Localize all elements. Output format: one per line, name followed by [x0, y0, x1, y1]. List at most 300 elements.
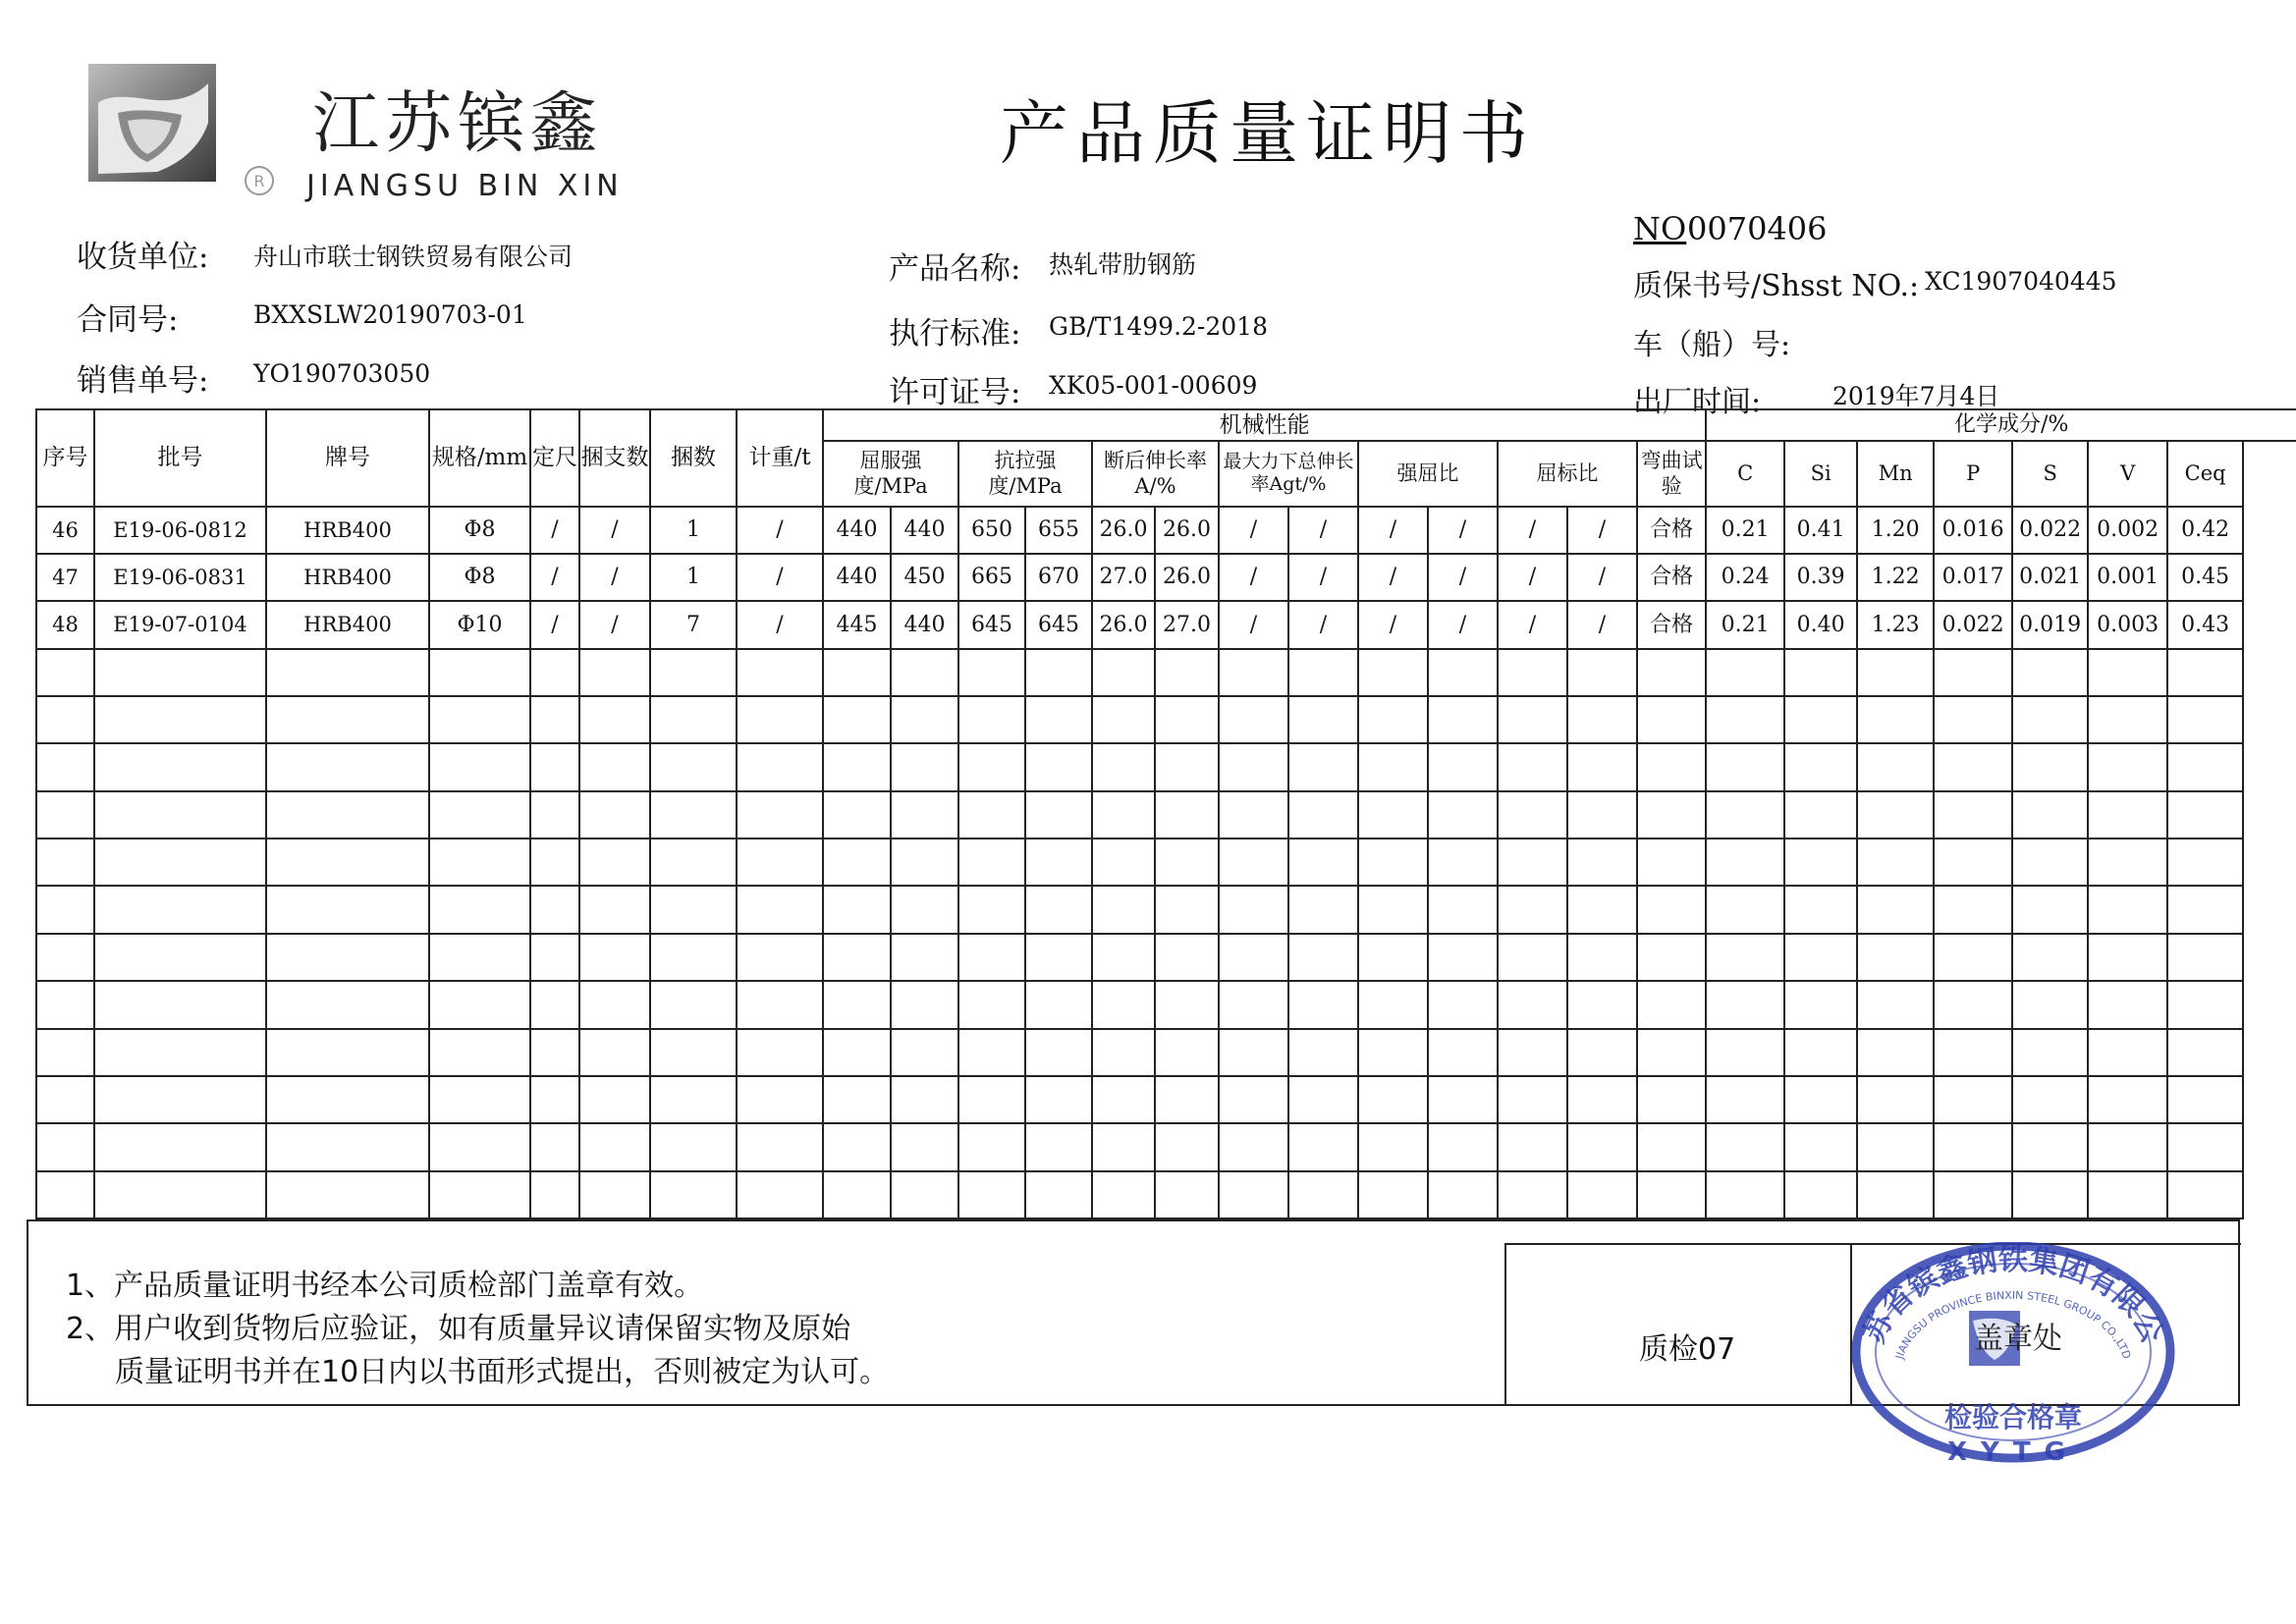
- empty-cell: [94, 934, 266, 981]
- cell-yr2: /: [1567, 554, 1637, 601]
- cell-S: 0.021: [2012, 554, 2088, 601]
- empty-cell: [1857, 1171, 1934, 1218]
- empty-cell: [1155, 1171, 1219, 1218]
- empty-cell: [1288, 1029, 1358, 1076]
- cell-sr2: /: [1428, 601, 1498, 648]
- empty-cell: [2167, 934, 2243, 981]
- empty-cell: [1857, 1029, 1934, 1076]
- empty-cell: [2012, 743, 2088, 790]
- empty-cell: [1637, 1123, 1706, 1170]
- cell-spec: Φ10: [429, 601, 530, 648]
- table-row: [36, 554, 2296, 601]
- empty-cell: [737, 934, 823, 981]
- empty-cell: [1637, 649, 1706, 696]
- quality-table: [35, 408, 2296, 1219]
- empty-cell: [823, 1029, 891, 1076]
- empty-cell: [1498, 981, 1567, 1028]
- empty-cell: [2167, 743, 2243, 790]
- empty-cell: [579, 934, 650, 981]
- contract-value: BXXSLW20190703-01: [253, 300, 527, 329]
- empty-cell: [1567, 839, 1637, 886]
- cell-S: 0.022: [2012, 507, 2088, 554]
- empty-cell: [1288, 981, 1358, 1028]
- empty-cell: [1358, 981, 1428, 1028]
- vehicle-label: 车（船）号:: [1633, 328, 1791, 362]
- empty-cell: [530, 791, 579, 839]
- cell-tensile1: 665: [958, 554, 1025, 601]
- empty-cell: [1358, 743, 1428, 790]
- cell-weight: /: [737, 507, 823, 554]
- cell-yield1: 440: [823, 507, 891, 554]
- empty-cell: [1498, 743, 1567, 790]
- empty-cell: [1706, 743, 1784, 790]
- empty-cell: [1288, 1171, 1358, 1218]
- empty-cell: [94, 649, 266, 696]
- empty-cell: [94, 839, 266, 886]
- empty-cell: [266, 886, 429, 933]
- empty-cell: [1784, 1029, 1857, 1076]
- empty-cell: [737, 1029, 823, 1076]
- empty-cell: [958, 1076, 1025, 1123]
- empty-cell: [1092, 886, 1155, 933]
- empty-cell: [1498, 934, 1567, 981]
- empty-cell: [1934, 839, 2012, 886]
- cell-tensile2: 670: [1025, 554, 1092, 601]
- empty-cell: [891, 981, 958, 1028]
- empty-cell: [266, 934, 429, 981]
- empty-cell: [579, 1171, 650, 1218]
- empty-cell: [1706, 886, 1784, 933]
- cell-P: 0.017: [1934, 554, 2012, 601]
- th-S: S: [2012, 441, 2088, 506]
- empty-cell: [1025, 649, 1092, 696]
- th-weight: 计重/t: [737, 409, 823, 507]
- empty-cell: [36, 839, 94, 886]
- empty-cell: [891, 934, 958, 981]
- empty-cell: [1706, 649, 1784, 696]
- license-label: 许可证号:: [889, 375, 1021, 410]
- empty-cell: [1155, 1123, 1219, 1170]
- empty-cell: [1155, 791, 1219, 839]
- empty-cell: [1498, 886, 1567, 933]
- empty-cell: [2167, 649, 2243, 696]
- empty-cell: [266, 839, 429, 886]
- empty-cell: [1637, 981, 1706, 1028]
- empty-cell: [823, 1123, 891, 1170]
- empty-cell: [1092, 649, 1155, 696]
- cell-agt1: /: [1219, 507, 1288, 554]
- empty-cell: [579, 791, 650, 839]
- cell-seq: 47: [36, 554, 94, 601]
- empty-cell: [737, 696, 823, 743]
- empty-cell: [530, 649, 579, 696]
- empty-cell: [823, 696, 891, 743]
- cell-tensile2: 655: [1025, 507, 1092, 554]
- empty-cell: [650, 934, 737, 981]
- empty-cell: [1637, 886, 1706, 933]
- empty-cell: [2088, 886, 2167, 933]
- cell-Mn: 1.22: [1857, 554, 1934, 601]
- receiver-value: 舟山市联士钢铁贸易有限公司: [253, 243, 574, 271]
- cell-V: 0.001: [2088, 554, 2167, 601]
- seal-outer-text: 苏省镔鑫钢铁集团有限公: [1856, 1243, 2170, 1349]
- empty-cell: [36, 1171, 94, 1218]
- empty-cell: [1567, 981, 1637, 1028]
- empty-cell: [1358, 1029, 1428, 1076]
- empty-cell: [429, 1076, 530, 1123]
- empty-cell: [1637, 743, 1706, 790]
- cell-agt2: /: [1288, 554, 1358, 601]
- empty-cell: [1219, 839, 1288, 886]
- empty-cell: [94, 1029, 266, 1076]
- empty-cell: [1567, 934, 1637, 981]
- cell-sr2: /: [1428, 554, 1498, 601]
- th-pieces: 捆支数: [579, 409, 650, 507]
- empty-cell: [429, 1123, 530, 1170]
- empty-cell: [36, 743, 94, 790]
- empty-cell: [2088, 839, 2167, 886]
- empty-cell: [958, 743, 1025, 790]
- empty-cell: [579, 743, 650, 790]
- cell-spec: Φ8: [429, 554, 530, 601]
- empty-cell: [1155, 1076, 1219, 1123]
- empty-cell: [1219, 1029, 1288, 1076]
- empty-cell: [94, 981, 266, 1028]
- cell-Si: 0.40: [1784, 601, 1857, 648]
- cell-Ceq: 0.45: [2167, 554, 2243, 601]
- empty-cell: [823, 839, 891, 886]
- empty-cell: [530, 886, 579, 933]
- cell-bend: 合格: [1637, 554, 1706, 601]
- cell-grade: HRB400: [266, 601, 429, 648]
- th-elongation: 断后伸长率A/%: [1092, 441, 1219, 506]
- empty-row: [36, 791, 2296, 839]
- empty-cell: [429, 743, 530, 790]
- empty-cell: [94, 743, 266, 790]
- cell-Mn: 1.20: [1857, 507, 1934, 554]
- empty-cell: [579, 1076, 650, 1123]
- empty-cell: [530, 696, 579, 743]
- empty-cell: [1934, 1171, 2012, 1218]
- cell-tensile1: 650: [958, 507, 1025, 554]
- standard-label: 执行标准:: [889, 316, 1021, 352]
- empty-cell: [1784, 1171, 1857, 1218]
- cell-seq: 48: [36, 601, 94, 648]
- cell-agt1: /: [1219, 601, 1288, 648]
- table-row: [36, 507, 2296, 554]
- empty-cell: [2012, 886, 2088, 933]
- empty-cell: [579, 649, 650, 696]
- empty-cell: [1784, 1123, 1857, 1170]
- empty-cell: [94, 1123, 266, 1170]
- empty-cell: [429, 791, 530, 839]
- empty-cell: [429, 1029, 530, 1076]
- empty-cell: [579, 1123, 650, 1170]
- empty-cell: [1219, 981, 1288, 1028]
- empty-cell: [1784, 696, 1857, 743]
- empty-row: [36, 649, 2296, 696]
- note-2: 2、用户收到货物后应验证，如有质量异议请保留实物及原始: [66, 1312, 851, 1346]
- cell-agt1: /: [1219, 554, 1288, 601]
- empty-cell: [1025, 981, 1092, 1028]
- empty-cell: [958, 696, 1025, 743]
- empty-cell: [1428, 649, 1498, 696]
- empty-cell: [1567, 886, 1637, 933]
- empty-cell: [1934, 743, 2012, 790]
- empty-cell: [1637, 839, 1706, 886]
- empty-cell: [1706, 791, 1784, 839]
- empty-cell: [530, 1029, 579, 1076]
- empty-cell: [650, 981, 737, 1028]
- empty-cell: [1428, 981, 1498, 1028]
- empty-row: [36, 934, 2296, 981]
- empty-cell: [2012, 1171, 2088, 1218]
- th-strength-ratio: 强屈比: [1358, 441, 1498, 506]
- cell-elong1: 26.0: [1092, 601, 1155, 648]
- empty-cell: [429, 934, 530, 981]
- empty-cell: [823, 743, 891, 790]
- empty-cell: [1358, 886, 1428, 933]
- empty-cell: [1092, 839, 1155, 886]
- empty-cell: [1025, 1029, 1092, 1076]
- empty-cell: [530, 743, 579, 790]
- cell-fixed_len: /: [530, 601, 579, 648]
- empty-cell: [1857, 743, 1934, 790]
- empty-cell: [429, 886, 530, 933]
- empty-cell: [2012, 1076, 2088, 1123]
- empty-cell: [1155, 696, 1219, 743]
- cell-grade: HRB400: [266, 554, 429, 601]
- cell-fixed_len: /: [530, 554, 579, 601]
- empty-cell: [1219, 1076, 1288, 1123]
- empty-cell: [958, 839, 1025, 886]
- cell-batch: E19-06-0831: [94, 554, 266, 601]
- empty-cell: [2167, 791, 2243, 839]
- cell-yield1: 440: [823, 554, 891, 601]
- note-1: 1、产品质量证明书经本公司质检部门盖章有效。: [66, 1269, 704, 1303]
- empty-cell: [1934, 649, 2012, 696]
- empty-cell: [737, 839, 823, 886]
- empty-cell: [1288, 934, 1358, 981]
- th-V: V: [2088, 441, 2167, 506]
- jiangsu-binxin-logo-icon: [88, 64, 216, 182]
- cell-C: 0.24: [1706, 554, 1784, 601]
- cell-V: 0.003: [2088, 601, 2167, 648]
- empty-cell: [1288, 791, 1358, 839]
- empty-cell: [958, 934, 1025, 981]
- cell-bend: 合格: [1637, 601, 1706, 648]
- empty-cell: [1567, 791, 1637, 839]
- empty-row: [36, 1123, 2296, 1170]
- empty-cell: [1155, 743, 1219, 790]
- product-name-label: 产品名称:: [889, 251, 1021, 287]
- empty-cell: [1857, 791, 1934, 839]
- empty-row: [36, 743, 2296, 790]
- th-seq: 序号: [36, 409, 94, 507]
- cell-batch: E19-07-0104: [94, 601, 266, 648]
- empty-cell: [2167, 839, 2243, 886]
- empty-cell: [1428, 1029, 1498, 1076]
- empty-cell: [1155, 934, 1219, 981]
- empty-cell: [1219, 934, 1288, 981]
- empty-cell: [1784, 886, 1857, 933]
- empty-cell: [1637, 934, 1706, 981]
- empty-cell: [2088, 1171, 2167, 1218]
- empty-cell: [530, 1123, 579, 1170]
- empty-cell: [737, 1123, 823, 1170]
- empty-cell: [891, 886, 958, 933]
- empty-cell: [1025, 743, 1092, 790]
- empty-cell: [2012, 1029, 2088, 1076]
- th-tensile: 抗拉强度/MPa: [958, 441, 1092, 506]
- empty-cell: [891, 1076, 958, 1123]
- empty-cell: [1857, 981, 1934, 1028]
- empty-cell: [2167, 981, 2243, 1028]
- empty-cell: [737, 1076, 823, 1123]
- cell-tensile2: 645: [1025, 601, 1092, 648]
- empty-cell: [1784, 1076, 1857, 1123]
- empty-cell: [958, 649, 1025, 696]
- stamp-placeholder-label: 盖章处: [1974, 1322, 2062, 1356]
- th-batch: 批号: [94, 409, 266, 507]
- empty-cell: [650, 1171, 737, 1218]
- empty-cell: [737, 981, 823, 1028]
- cell-Ceq: 0.43: [2167, 601, 2243, 648]
- empty-cell: [1092, 1029, 1155, 1076]
- empty-cell: [94, 1076, 266, 1123]
- empty-cell: [1155, 649, 1219, 696]
- th-chemical-group: 化学成分/%: [1706, 409, 2296, 441]
- empty-cell: [891, 1029, 958, 1076]
- registered-mark-icon: [244, 165, 275, 196]
- empty-cell: [266, 1076, 429, 1123]
- empty-cell: [579, 1029, 650, 1076]
- cell-pieces: /: [579, 554, 650, 601]
- empty-cell: [1428, 1123, 1498, 1170]
- empty-cell: [1784, 981, 1857, 1028]
- empty-cell: [1706, 839, 1784, 886]
- seal-center-text: 检验合格章: [1943, 1401, 2083, 1434]
- empty-cell: [530, 981, 579, 1028]
- empty-cell: [1428, 839, 1498, 886]
- empty-cell: [1288, 743, 1358, 790]
- empty-cell: [2088, 649, 2167, 696]
- empty-cell: [1934, 934, 2012, 981]
- empty-cell: [650, 1029, 737, 1076]
- empty-cell: [1706, 934, 1784, 981]
- empty-cell: [650, 696, 737, 743]
- empty-cell: [1428, 886, 1498, 933]
- empty-cell: [1155, 839, 1219, 886]
- empty-cell: [1358, 934, 1428, 981]
- th-P: P: [1934, 441, 2012, 506]
- empty-cell: [891, 839, 958, 886]
- empty-cell: [579, 886, 650, 933]
- empty-cell: [823, 886, 891, 933]
- empty-cell: [266, 743, 429, 790]
- cert-no-value: XC1907040445: [1925, 267, 2117, 296]
- empty-row: [36, 696, 2296, 743]
- empty-cell: [1219, 743, 1288, 790]
- cell-tensile1: 645: [958, 601, 1025, 648]
- th-spec: 规格/mm: [429, 409, 530, 507]
- cell-Mn: 1.23: [1857, 601, 1934, 648]
- cell-S: 0.019: [2012, 601, 2088, 648]
- empty-cell: [1025, 839, 1092, 886]
- empty-cell: [1219, 1123, 1288, 1170]
- cell-P: 0.016: [1934, 507, 2012, 554]
- empty-cell: [1288, 1076, 1358, 1123]
- empty-cell: [2088, 696, 2167, 743]
- empty-cell: [650, 1123, 737, 1170]
- empty-cell: [958, 1029, 1025, 1076]
- empty-cell: [737, 743, 823, 790]
- cell-elong1: 27.0: [1092, 554, 1155, 601]
- empty-cell: [36, 886, 94, 933]
- cell-agt2: /: [1288, 601, 1358, 648]
- empty-cell: [2088, 981, 2167, 1028]
- empty-cell: [36, 934, 94, 981]
- cert-no-label: 质保书号/Shsst NO.:: [1633, 269, 1920, 303]
- empty-cell: [1288, 649, 1358, 696]
- th-agt: 最大力下总伸长率Agt/%: [1219, 441, 1358, 506]
- empty-cell: [1857, 696, 1934, 743]
- empty-cell: [530, 1171, 579, 1218]
- empty-cell: [1934, 791, 2012, 839]
- empty-cell: [1358, 1171, 1428, 1218]
- empty-cell: [579, 981, 650, 1028]
- standard-value: GB/T1499.2-2018: [1049, 312, 1268, 341]
- empty-row: [36, 1171, 2296, 1218]
- empty-cell: [1219, 1171, 1288, 1218]
- empty-cell: [958, 791, 1025, 839]
- th-C: C: [1706, 441, 1784, 506]
- empty-cell: [1567, 1123, 1637, 1170]
- cell-yr2: /: [1567, 507, 1637, 554]
- cell-fixed_len: /: [530, 507, 579, 554]
- brand-name-cn: 江苏镔鑫: [312, 85, 604, 163]
- empty-cell: [1784, 649, 1857, 696]
- empty-cell: [1358, 1123, 1428, 1170]
- cell-pieces: /: [579, 507, 650, 554]
- empty-cell: [94, 886, 266, 933]
- empty-cell: [958, 886, 1025, 933]
- empty-cell: [1155, 981, 1219, 1028]
- empty-cell: [1498, 1076, 1567, 1123]
- empty-cell: [1358, 649, 1428, 696]
- empty-cell: [1498, 1029, 1567, 1076]
- empty-cell: [530, 1076, 579, 1123]
- empty-cell: [737, 886, 823, 933]
- th-Ceq: Ceq: [2167, 441, 2243, 506]
- empty-cell: [1637, 1171, 1706, 1218]
- empty-cell: [36, 1029, 94, 1076]
- empty-cell: [1857, 886, 1934, 933]
- th-yield: 屈服强度/MPa: [823, 441, 958, 506]
- empty-cell: [1857, 839, 1934, 886]
- empty-cell: [737, 1171, 823, 1218]
- empty-cell: [891, 743, 958, 790]
- empty-cell: [958, 1123, 1025, 1170]
- empty-cell: [1092, 696, 1155, 743]
- empty-cell: [1288, 1123, 1358, 1170]
- empty-cell: [1092, 791, 1155, 839]
- empty-cell: [1155, 1029, 1219, 1076]
- empty-cell: [2012, 981, 2088, 1028]
- empty-cell: [1934, 1123, 2012, 1170]
- empty-cell: [94, 696, 266, 743]
- empty-cell: [1358, 696, 1428, 743]
